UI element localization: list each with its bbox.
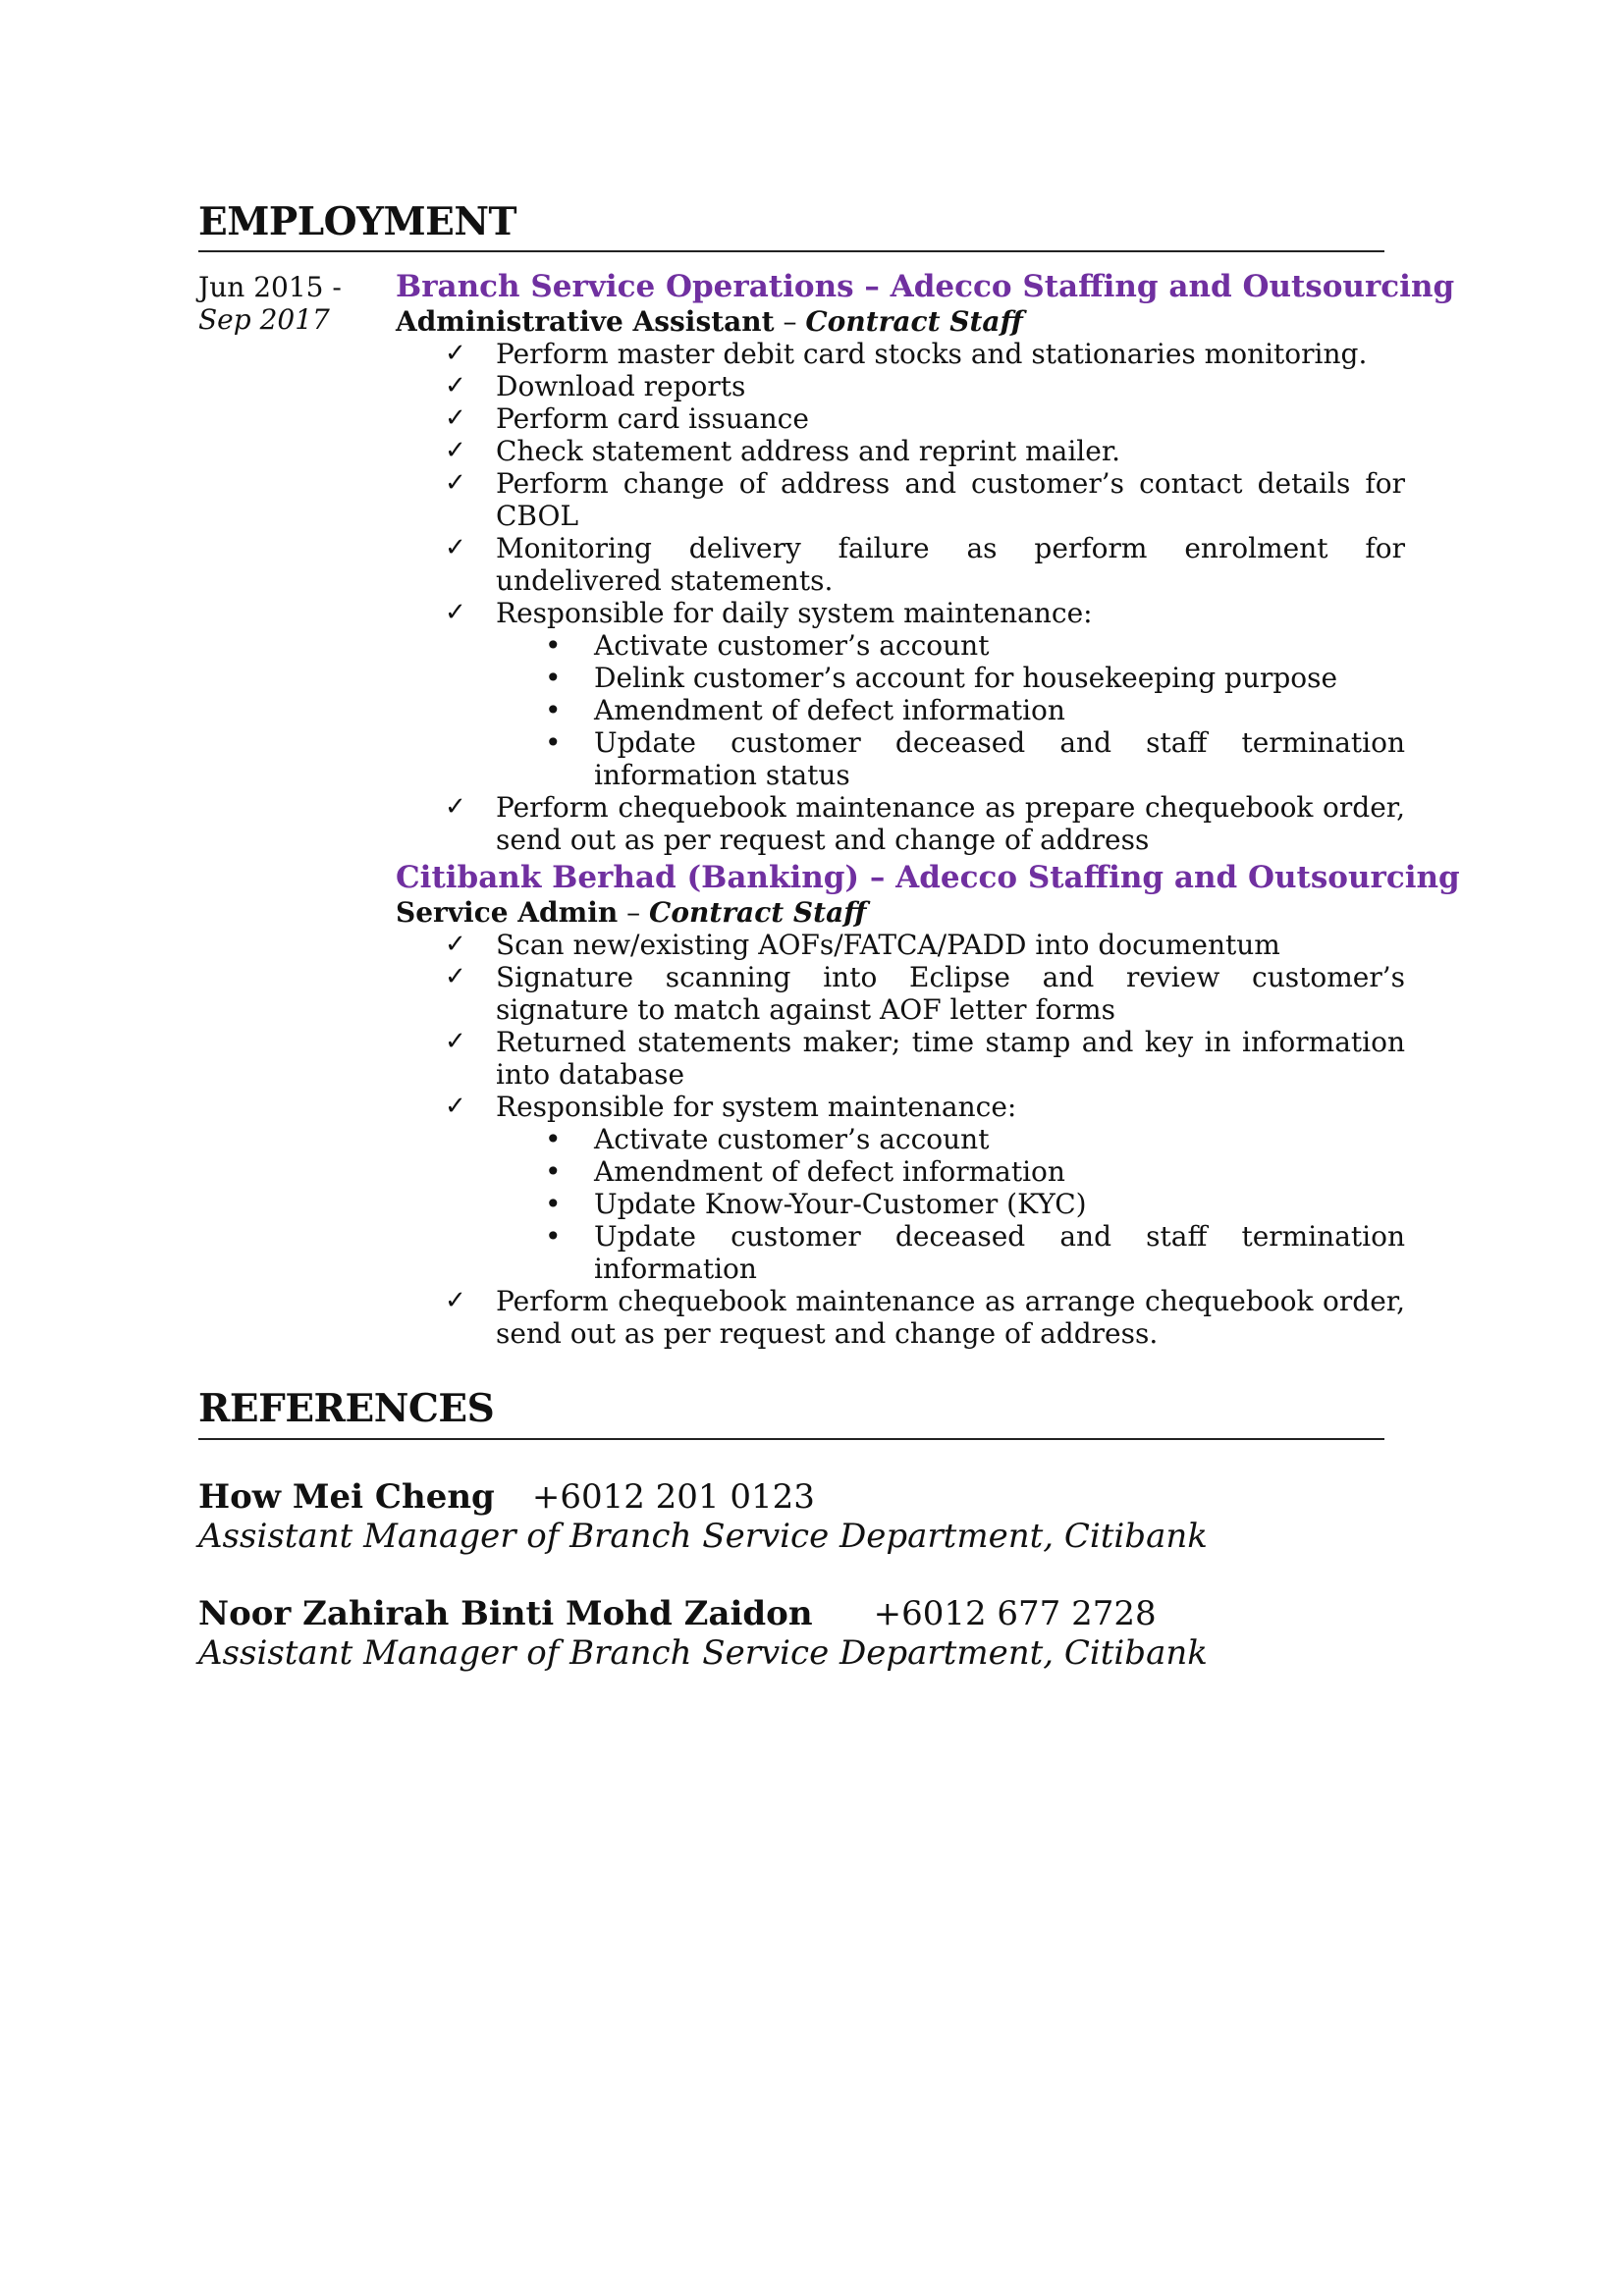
checkmark-icon: ✓ bbox=[445, 598, 466, 627]
list-item: ✓ Monitoring delivery failure as perform enrolment for undelivered statements. bbox=[445, 532, 1405, 597]
list-item: ✓ Perform master debit card stocks and stationaries monitoring. bbox=[445, 338, 1368, 370]
list-item: • Update customer deceased and staff termination information bbox=[545, 1220, 1405, 1285]
job-branch-service-operations bbox=[396, 269, 1455, 856]
role-title: Service Admin bbox=[396, 896, 619, 929]
job-role bbox=[396, 305, 1405, 338]
job-role bbox=[396, 896, 1405, 929]
list-item: ✓ Returned statements maker; time stamp and key in information into database bbox=[445, 1026, 1405, 1091]
checkmark-icon: ✓ bbox=[445, 1092, 466, 1121]
checkmark-icon: ✓ bbox=[445, 930, 466, 959]
subtask-list bbox=[496, 629, 1405, 791]
list-item: ✓ Perform chequebook maintenance as arrange chequebook order, send out as per request and change of address. bbox=[445, 1285, 1405, 1350]
list-item: • Activate customer’s account bbox=[545, 1123, 990, 1155]
list-item: ✓ Responsible for daily system maintenance: • Activate customer’s account • Delink customer’s account for housekeeping purpose • Amendment of defect information • Update customer deceased and staff termination information status bbox=[445, 597, 1405, 791]
reference-name: Noor Zahirah Binti Mohd Zaidon bbox=[198, 1594, 813, 1633]
references-heading: REFERENCES bbox=[198, 1386, 495, 1431]
reference-name: How Mei Cheng bbox=[198, 1477, 495, 1517]
list-item: ✓ Perform chequebook maintenance as prepare chequebook order, send out as per request and change of address bbox=[445, 791, 1405, 856]
references-divider bbox=[198, 1438, 1384, 1440]
checkmark-icon: ✓ bbox=[445, 403, 466, 433]
bullet-icon: • bbox=[545, 1155, 562, 1188]
list-item: ✓ Perform change of address and customer’s contact details for CBOL bbox=[445, 467, 1405, 532]
checkmark-icon: ✓ bbox=[445, 436, 466, 465]
job-company: Citibank Berhad (Banking) – Adecco Staffing and Outsourcing bbox=[396, 860, 1460, 895]
date-end: Sep 2017 bbox=[198, 303, 330, 336]
reference-phone: +6012 677 2728 bbox=[873, 1594, 1157, 1633]
reference-title: Assistant Manager of Branch Service Department, Citibank bbox=[198, 1633, 1208, 1673]
bullet-icon: • bbox=[545, 694, 562, 726]
checkmark-icon: ✓ bbox=[445, 962, 466, 991]
bullet-icon: • bbox=[545, 662, 562, 694]
list-item: ✓ Scan new/existing AOFs/FATCA/PADD into documentum bbox=[445, 929, 1280, 961]
checkmark-icon: ✓ bbox=[445, 339, 466, 368]
reference-phone: +6012 201 0123 bbox=[531, 1477, 815, 1517]
contract-type: Contract Staff bbox=[649, 896, 867, 929]
checkmark-icon: ✓ bbox=[445, 533, 466, 562]
list-item: • Update customer deceased and staff termination information status bbox=[545, 726, 1405, 791]
task-list bbox=[396, 338, 1405, 856]
reference-title: Assistant Manager of Branch Service Department, Citibank bbox=[198, 1517, 1208, 1556]
role-separator: – bbox=[774, 305, 806, 338]
checkmark-icon: ✓ bbox=[445, 1027, 466, 1056]
task-list bbox=[396, 929, 1405, 1350]
role-separator: – bbox=[618, 896, 650, 929]
checkmark-icon: ✓ bbox=[445, 1286, 466, 1315]
employment-heading: EMPLOYMENT bbox=[198, 199, 517, 244]
checkmark-icon: ✓ bbox=[445, 792, 466, 822]
bullet-icon: • bbox=[545, 1123, 562, 1155]
list-item: • Activate customer’s account bbox=[545, 629, 990, 662]
contract-type: Contract Staff bbox=[805, 305, 1023, 338]
reference-entry bbox=[198, 1594, 1384, 1673]
bullet-icon: • bbox=[545, 726, 562, 759]
date-start: Jun 2015 - bbox=[198, 271, 342, 303]
role-title: Administrative Assistant bbox=[396, 305, 775, 338]
list-item: • Update Know-Your-Customer (KYC) bbox=[545, 1188, 1087, 1220]
job-company: Branch Service Operations – Adecco Staffing and Outsourcing bbox=[396, 269, 1455, 304]
bullet-icon: • bbox=[545, 1220, 562, 1253]
checkmark-icon: ✓ bbox=[445, 371, 466, 400]
list-item: ✓ Download reports bbox=[445, 370, 746, 402]
list-item: ✓ Responsible for system maintenance: • Activate customer’s account • Amendment of defect information • Update Know-Your-Customer (KYC) • Update customer deceased and staff termination information bbox=[445, 1091, 1405, 1285]
list-item: ✓ Signature scanning into Eclipse and review customer’s signature to match against AOF letter forms bbox=[445, 961, 1405, 1026]
employment-divider bbox=[198, 250, 1384, 252]
list-item: • Delink customer’s account for housekeeping purpose bbox=[545, 662, 1338, 694]
bullet-icon: • bbox=[545, 1188, 562, 1220]
reference-entry bbox=[198, 1477, 1384, 1556]
bullet-icon: • bbox=[545, 629, 562, 662]
list-item: • Amendment of defect information bbox=[545, 1155, 1065, 1188]
employment-dates bbox=[198, 271, 342, 336]
subtask-list bbox=[496, 1123, 1405, 1285]
checkmark-icon: ✓ bbox=[445, 468, 466, 498]
list-item: • Amendment of defect information bbox=[545, 694, 1065, 726]
list-item: ✓ Check statement address and reprint mailer. bbox=[445, 435, 1121, 467]
job-citibank-berhad bbox=[396, 860, 1460, 1350]
list-item: ✓ Perform card issuance bbox=[445, 402, 809, 435]
